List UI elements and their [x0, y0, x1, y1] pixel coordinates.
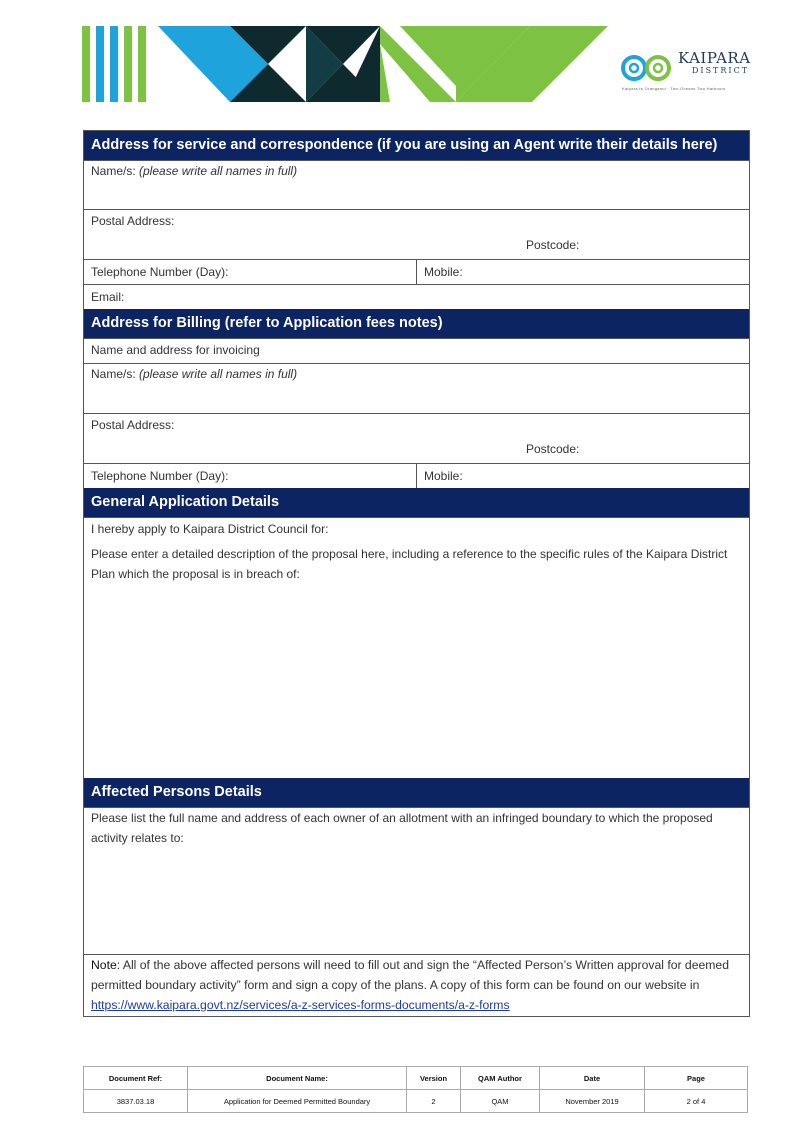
affected-note [84, 954, 749, 1016]
qam-author-header: QAM Author [461, 1067, 540, 1090]
logo-tagline: Kaipara te Oranganui · Two Oceans Two Harbours [622, 86, 726, 91]
logo-sub: DISTRICT [692, 66, 750, 75]
service-email-field[interactable] [84, 284, 749, 309]
billing-phone-field[interactable] [84, 464, 417, 488]
doc-ref-header: Document Ref: [84, 1067, 188, 1090]
billing-invoice-label: Name and address for invoicing [91, 343, 260, 357]
application-form [83, 130, 750, 1017]
billing-invoice-field[interactable] [84, 338, 749, 363]
version-header: Version [407, 1067, 461, 1090]
billing-phone-label: Telephone Number (Day): [91, 469, 229, 483]
service-names-hint: (please write all names in full) [139, 164, 298, 178]
logo-name: KAIPARA [678, 49, 751, 67]
service-email-label: Email: [91, 290, 125, 304]
billing-postal-label: Postal Address: [91, 418, 175, 432]
service-postal-label: Postal Address: [91, 214, 175, 228]
service-phone-label: Telephone Number (Day): [91, 265, 229, 279]
billing-names-label: Name/s: [91, 367, 140, 381]
general-apply-field[interactable] [84, 517, 749, 542]
affected-instruction: Please list the full name and address of each owner of an allotment with an infringed boundary to which the proposed activity relates to: [91, 811, 713, 845]
page-header: Page [645, 1067, 748, 1090]
document-info-header-row [84, 1067, 748, 1090]
billing-phone-row [84, 463, 749, 488]
doc-name-value: Application for Deemed Permitted Boundary [188, 1090, 407, 1113]
version-value: 2 [407, 1090, 461, 1113]
service-names-label: Name/s: [91, 164, 140, 178]
header-graphic [80, 26, 610, 102]
date-header: Date [540, 1067, 645, 1090]
doc-ref-value: 3837.03.18 [84, 1090, 188, 1113]
doc-name-header: Document Name: [188, 1067, 407, 1090]
qam-author-value: QAM [461, 1090, 540, 1113]
billing-postcode-label: Postcode: [526, 442, 580, 456]
general-apply-label: I hereby apply to Kaipara District Council for: [91, 522, 329, 536]
service-mobile-label: Mobile: [424, 265, 463, 279]
document-info-value-row [84, 1090, 748, 1113]
billing-mobile-label: Mobile: [424, 469, 463, 483]
note-text: : All of the above affected persons will need to fill out and sign the “Affected Person’s Written approval for deemed permitted boundary activity” form and sign a copy of the plans. A copy of this form can be found on our website in [91, 958, 729, 992]
page-value: 2 of 4 [645, 1090, 748, 1113]
date-value: November 2019 [540, 1090, 645, 1113]
billing-mobile-field[interactable] [417, 464, 470, 488]
forms-link[interactable]: https://www.kaipara.govt.nz/services/a-z-services-forms-documents/a-z-forms [91, 998, 510, 1012]
service-heading: Address for service and correspondence (if you are using an Agent write their details here) [84, 131, 749, 160]
service-postcode-label: Postcode: [526, 238, 580, 252]
service-postal-field[interactable] [84, 209, 749, 259]
service-mobile-field[interactable] [417, 260, 470, 284]
general-description-label: Please enter a detailed description of the proposal here, including a reference to the specific rules of the Kaipara District Plan which the proposal is in breach of: [91, 547, 728, 581]
billing-names-hint: (please write all names in full) [139, 367, 298, 381]
service-names-field[interactable] [84, 160, 749, 209]
general-description-field[interactable] [84, 542, 749, 778]
affected-persons-field[interactable] [84, 807, 749, 954]
billing-postal-field[interactable] [84, 413, 749, 463]
affected-heading: Affected Persons Details [84, 778, 749, 807]
billing-names-field[interactable] [84, 363, 749, 413]
note-label: Note [91, 958, 117, 972]
document-info-table [83, 1066, 748, 1113]
logo-wordmark [678, 50, 751, 75]
billing-heading: Address for Billing (refer to Application fees notes) [84, 309, 749, 338]
general-heading: General Application Details [84, 488, 749, 517]
service-phone-row [84, 259, 749, 284]
service-phone-field[interactable] [84, 260, 417, 284]
